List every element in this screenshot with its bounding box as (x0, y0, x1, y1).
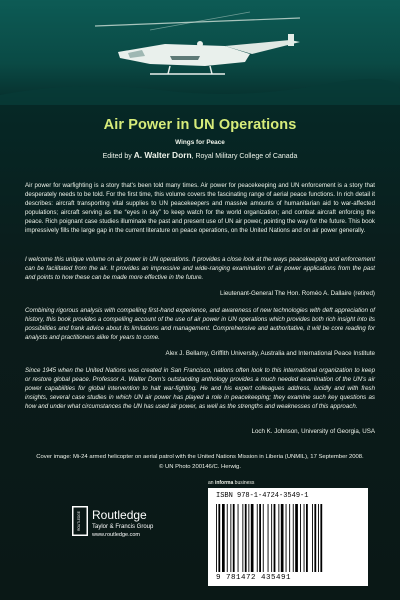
logo-text: ROUTLEDGE (77, 511, 81, 531)
publisher-group: Taylor & Francis Group (92, 524, 154, 530)
informa-brand: informa (214, 480, 234, 486)
cover-image-caption: Cover image: Mi-24 armed helicopter on aerial patrol with the United Nations Mission in Liberia (UNMIL), 17 September 2008. (36, 454, 364, 460)
endorsement-author-1: Lieutenant-General The Hon. Roméo A. Dallaire (retired) (220, 290, 375, 297)
barcode-icon (216, 504, 360, 572)
photo-credit: © UN Photo 200146/C. Herwig. (159, 464, 241, 470)
barcode-panel (208, 488, 368, 586)
endorsement-author-2: Alex J. Bellamy, Griffith University, Australia and International Peace Institute (165, 350, 375, 357)
barcode-digits: 9 781472 435491 (216, 574, 292, 582)
informa-suffix: business (233, 480, 255, 486)
endorsement-quote-1: I welcome this unique volume on air power in UN operations. It provides a close look at the ways peacekeeping and enforcement can be facilitated from the air. It provides an impressive and wide-ranging examination of air power applications from the past and points to how these can be made more effective in the future. (25, 256, 375, 281)
editor-line (0, 150, 400, 160)
endorsement-quote-2: Combining rigorous analysis with compelling first-hand experience, and awareness of new technologies with deft appreciation of history, this book provides a compelling account of the use of air power in UN operations which provides both rich insight into its possibilities and frank advice about its limitations and management. Comprehensive and authoritative, it will be core reading for analysts and practitioners alike for years to come. (25, 307, 375, 341)
book-blurb: Air power for warfighting is a story that's been told many times. Air power for peacekeeping and UN enforcement is a story that desperately needs to be told. For the first time, this volume covers the fascinating range of aerial peace functions. In rich detail it describes: aircraft transporting vital supplies to UN peacekeepers and massive amounts of humanitarian aid to war-affected populations; aircraft serving as the “eyes in sky” to keep watch for the world organization; and combat aircraft enforcing the peace. Rich poignant case studies illuminate the past and present use of UN air power, pointing the way for the future. This book impressively fills the large gap in the current literature on peace operations, on the United Nations and on air power generally. (25, 182, 375, 234)
informa-line (208, 480, 254, 486)
book-subtitle: Wings for Peace (175, 139, 225, 146)
editor-affiliation: , Royal Military College of Canada (191, 153, 298, 160)
cover-photo-helicopter (0, 0, 400, 105)
isbn-text: ISBN 978-1-4724-3549-1 (216, 492, 309, 500)
routledge-logo-icon (72, 506, 88, 536)
publisher-url: www.routledge.com (92, 532, 140, 538)
editor-prefix: Edited by (102, 153, 132, 160)
endorsement-quote-3: Since 1945 when the United Nations was created in San Francisco, nations often look to this international organization to keep or restore global peace. Professor A. Walter Dorn's outstanding anthology provides a much needed examination of the UN's air power capabilities for global intervention to halt war-fighting. He and his expert colleagues address, lucidly and with fresh insights, several case studies in which UN air power has played a role in peacekeeping; they examine such key questions as how and under what circumstances the UN has used air power, as well as the strengths and weaknesses of this approach. (25, 367, 375, 410)
informa-prefix: an (208, 480, 215, 486)
editor-name: A. Walter Dorn (133, 150, 192, 160)
publisher-name: Routledge (92, 508, 147, 522)
book-title: Air Power in UN Operations (103, 117, 297, 133)
endorsement-author-3: Loch K. Johnson, University of Georgia, USA (251, 428, 375, 435)
